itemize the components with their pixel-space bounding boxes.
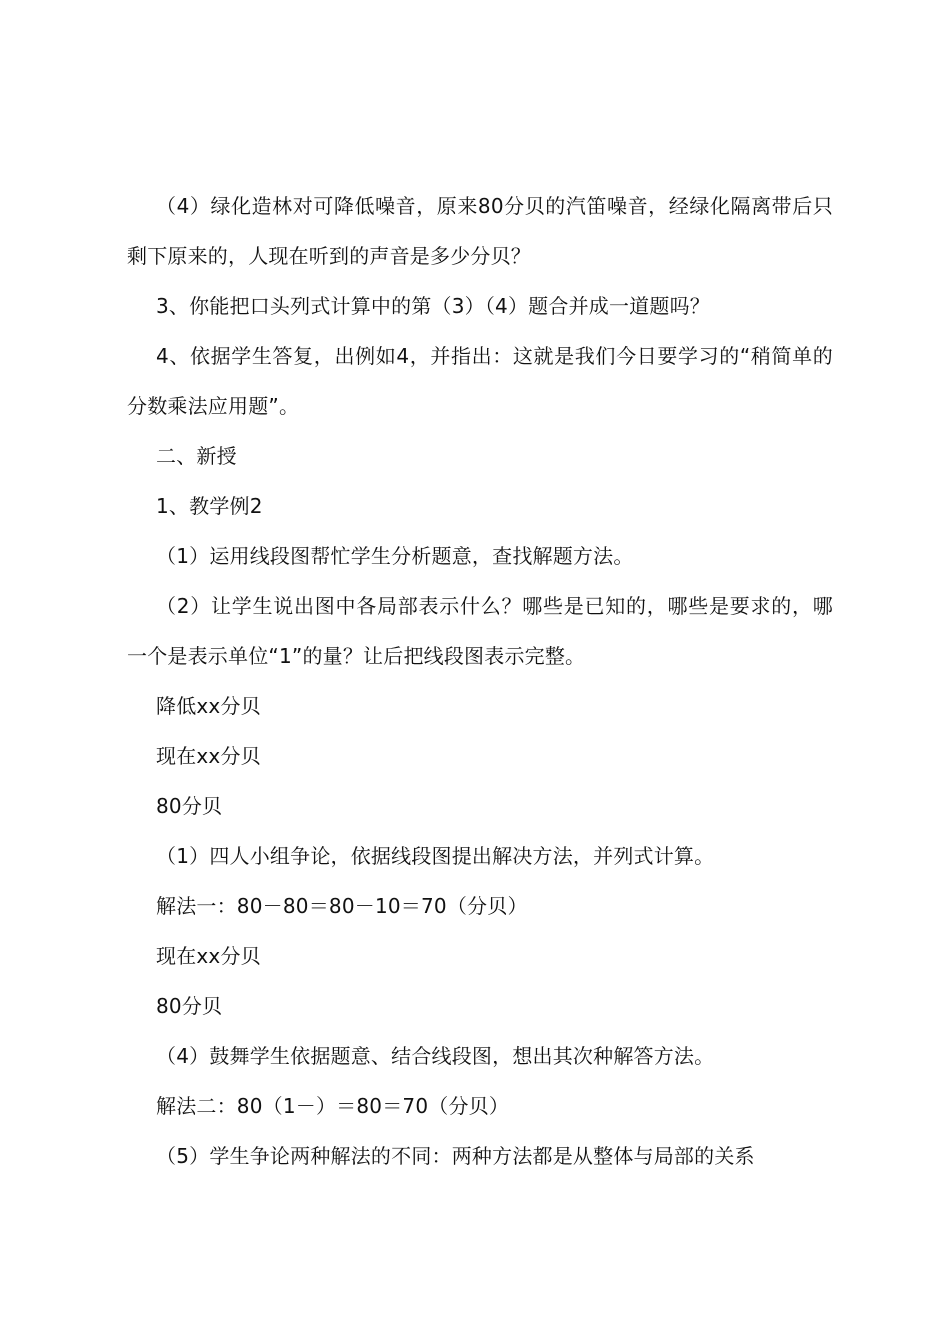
paragraph-example-intro: 4、依据学生答复，出例如4，并指出：这就是我们今日要学习的“稍简单的分数乘法应用题”。: [127, 344, 833, 418]
diagram-label-total: 80分贝: [156, 794, 223, 818]
diagram-label-total-2: 80分贝: [156, 994, 223, 1018]
diagram-label-now: 现在xx分贝: [156, 744, 261, 768]
paragraph-solution-one: 解法一：80－80＝80－10＝70（分贝）: [156, 894, 528, 918]
paragraph-solution-two: 解法二：80（1－）＝80＝70（分贝）: [156, 1094, 510, 1118]
section-heading-new-lesson: 二、新授: [156, 444, 237, 468]
document-body: [127, 181, 833, 1181]
paragraph-compare-methods: （5）学生争论两种解法的不同：两种方法都是从整体与局部的关系: [156, 1144, 755, 1168]
paragraph-second-method: （4）鼓舞学生依据题意、结合线段图，想出其次种解答方法。: [156, 1044, 715, 1068]
diagram-label-reduced: 降低xx分贝: [156, 694, 261, 718]
paragraph-diagram-parts: （2）让学生说出图中各局部表示什么？哪些是已知的，哪些是要求的，哪一个是表示单位“1”的量？让后把线段图表示完整。: [127, 594, 833, 668]
paragraph-teach-example: 1、教学例2: [156, 494, 263, 518]
paragraph-group-discussion: （1）四人小组争论，依据线段图提出解决方法，并列式计算。: [156, 844, 715, 868]
paragraph-combine-question: 3、你能把口头列式计算中的第（3）（4）题合并成一道题吗？: [156, 294, 710, 318]
paragraph-noise-problem: （4）绿化造林对可降低噪音，原来80分贝的汽笛噪音，经绿化隔离带后只剩下原来的，人现在听到的声音是多少分贝？: [127, 194, 833, 268]
diagram-label-now-2: 现在xx分贝: [156, 944, 261, 968]
paragraph-line-diagram: （1）运用线段图帮忙学生分析题意，查找解题方法。: [156, 544, 634, 568]
